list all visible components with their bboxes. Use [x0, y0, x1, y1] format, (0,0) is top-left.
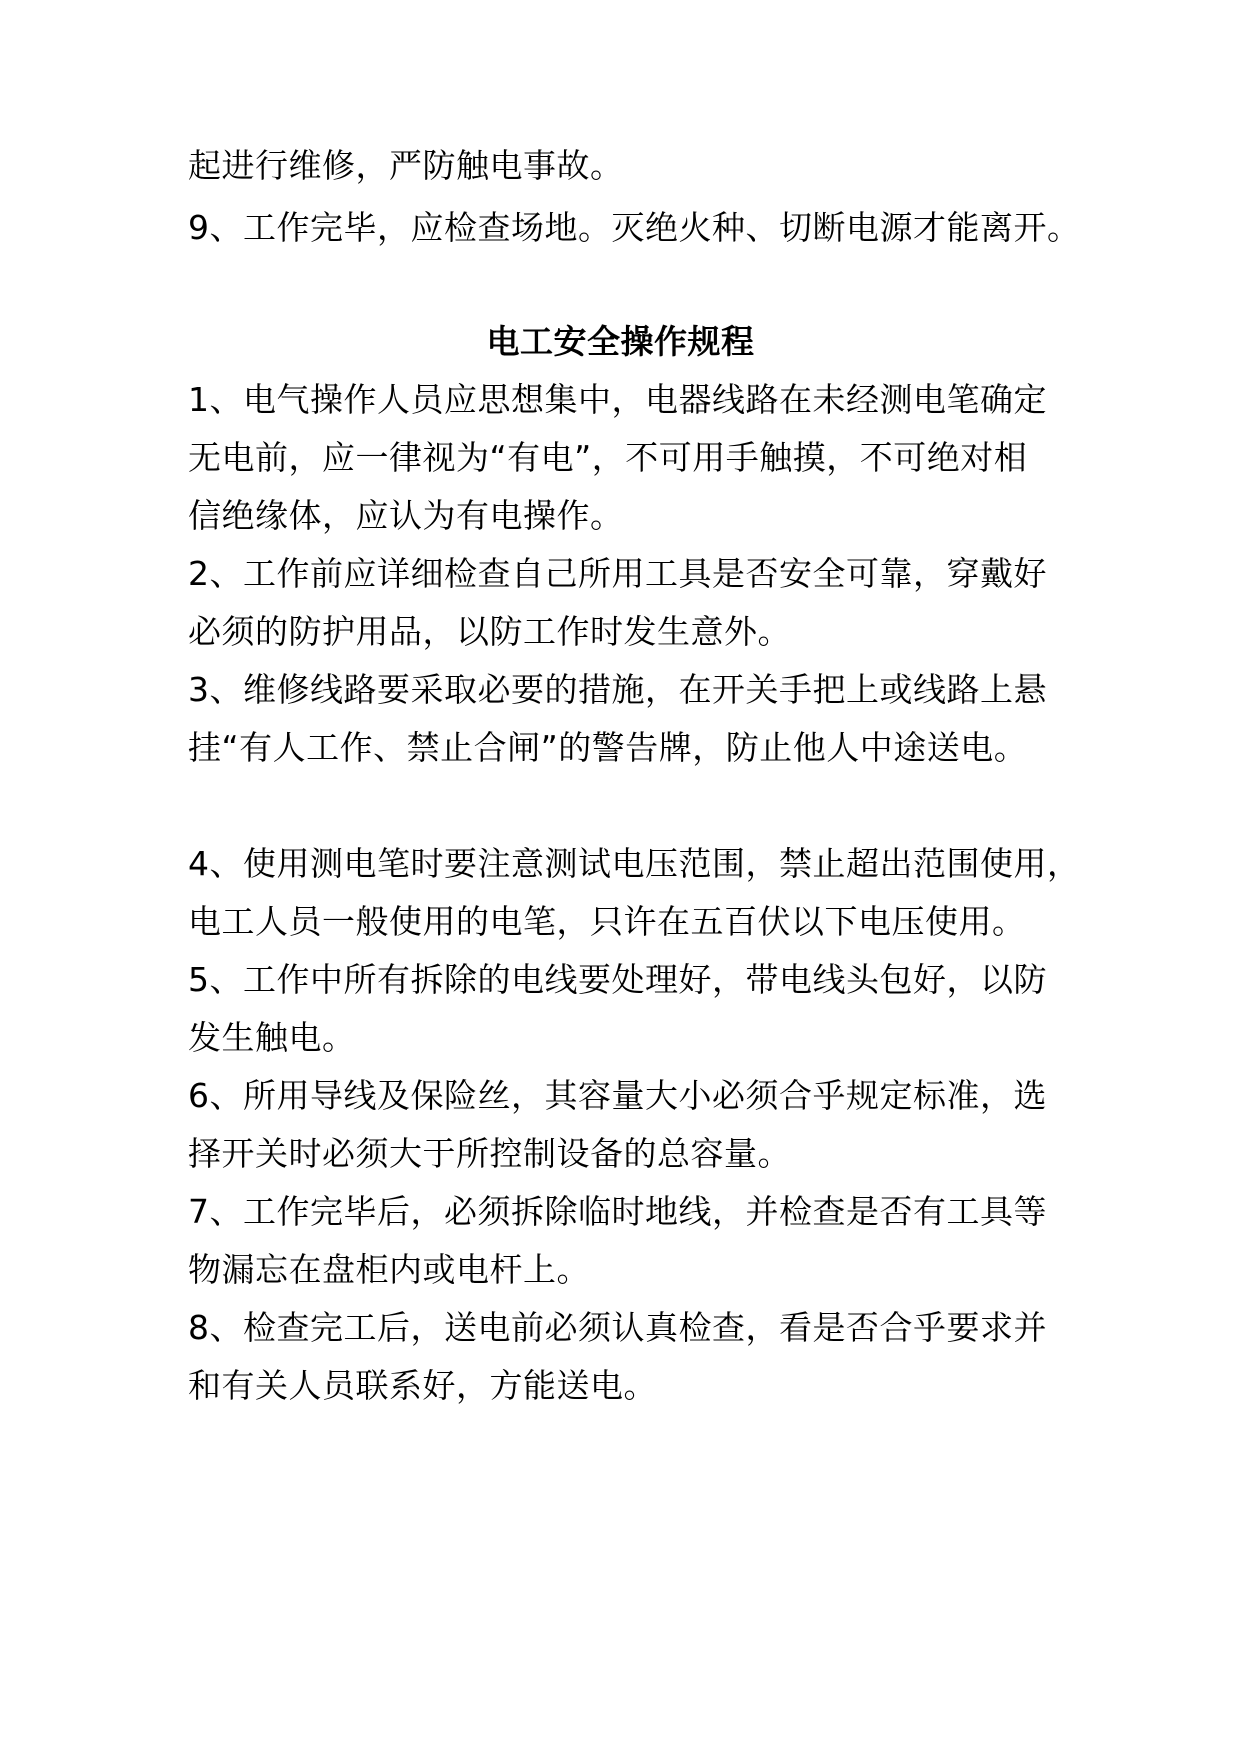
- paragraph-line: 7、工作完毕后，必须拆除临时地线，并检查是否有工具等: [188, 1192, 1047, 1231]
- paragraph-line: 5、工作中所有拆除的电线要处理好，带电线头包好，以防: [188, 960, 1047, 999]
- paragraph-line: 4、使用测电笔时要注意测试电压范围，禁止超出范围使用，: [188, 844, 1081, 883]
- paragraph-line: 必须的防护用品，以防工作时发生意外。: [188, 612, 791, 651]
- paragraph-line: 物漏忘在盘柜内或电杆上。: [188, 1250, 590, 1289]
- paragraph-line: 挂“有人工作、禁止合闸”的警告牌，防止他人中途送电。: [188, 728, 1028, 767]
- paragraph-line: 6、所用导线及保险丝，其容量大小必须合乎规定标准，选: [188, 1076, 1047, 1115]
- paragraph-line: 起进行维修，严防触电事故。: [188, 146, 624, 185]
- paragraph-line: 8、检查完工后，送电前必须认真检查，看是否合乎要求并: [188, 1308, 1047, 1347]
- paragraph-line: 发生触电。: [188, 1018, 356, 1057]
- paragraph-line: 和有关人员联系好，方能送电。: [188, 1366, 657, 1405]
- paragraph-line: 电工人员一般使用的电笔，只许在五百伏以下电压使用。: [188, 902, 1026, 941]
- section-title: 电工安全操作规程: [486, 322, 755, 361]
- paragraph-line: 9、工作完毕，应检查场地。灭绝火种、切断电源才能离开。: [188, 208, 1081, 247]
- paragraph-line: 信绝缘体，应认为有电操作。: [188, 496, 624, 535]
- paragraph-line: 无电前，应一律视为“有电”，不可用手触摸，不可绝对相: [188, 438, 1028, 477]
- paragraph-line: 择开关时必须大于所控制设备的总容量。: [188, 1134, 791, 1173]
- paragraph-line: 2、工作前应详细检查自己所用工具是否安全可靠，穿戴好: [188, 554, 1047, 593]
- paragraph-line: 1、电气操作人员应思想集中，电器线路在未经测电笔确定: [188, 380, 1047, 419]
- paragraph-line: 3、维修线路要采取必要的措施，在开关手把上或线路上悬: [188, 670, 1047, 709]
